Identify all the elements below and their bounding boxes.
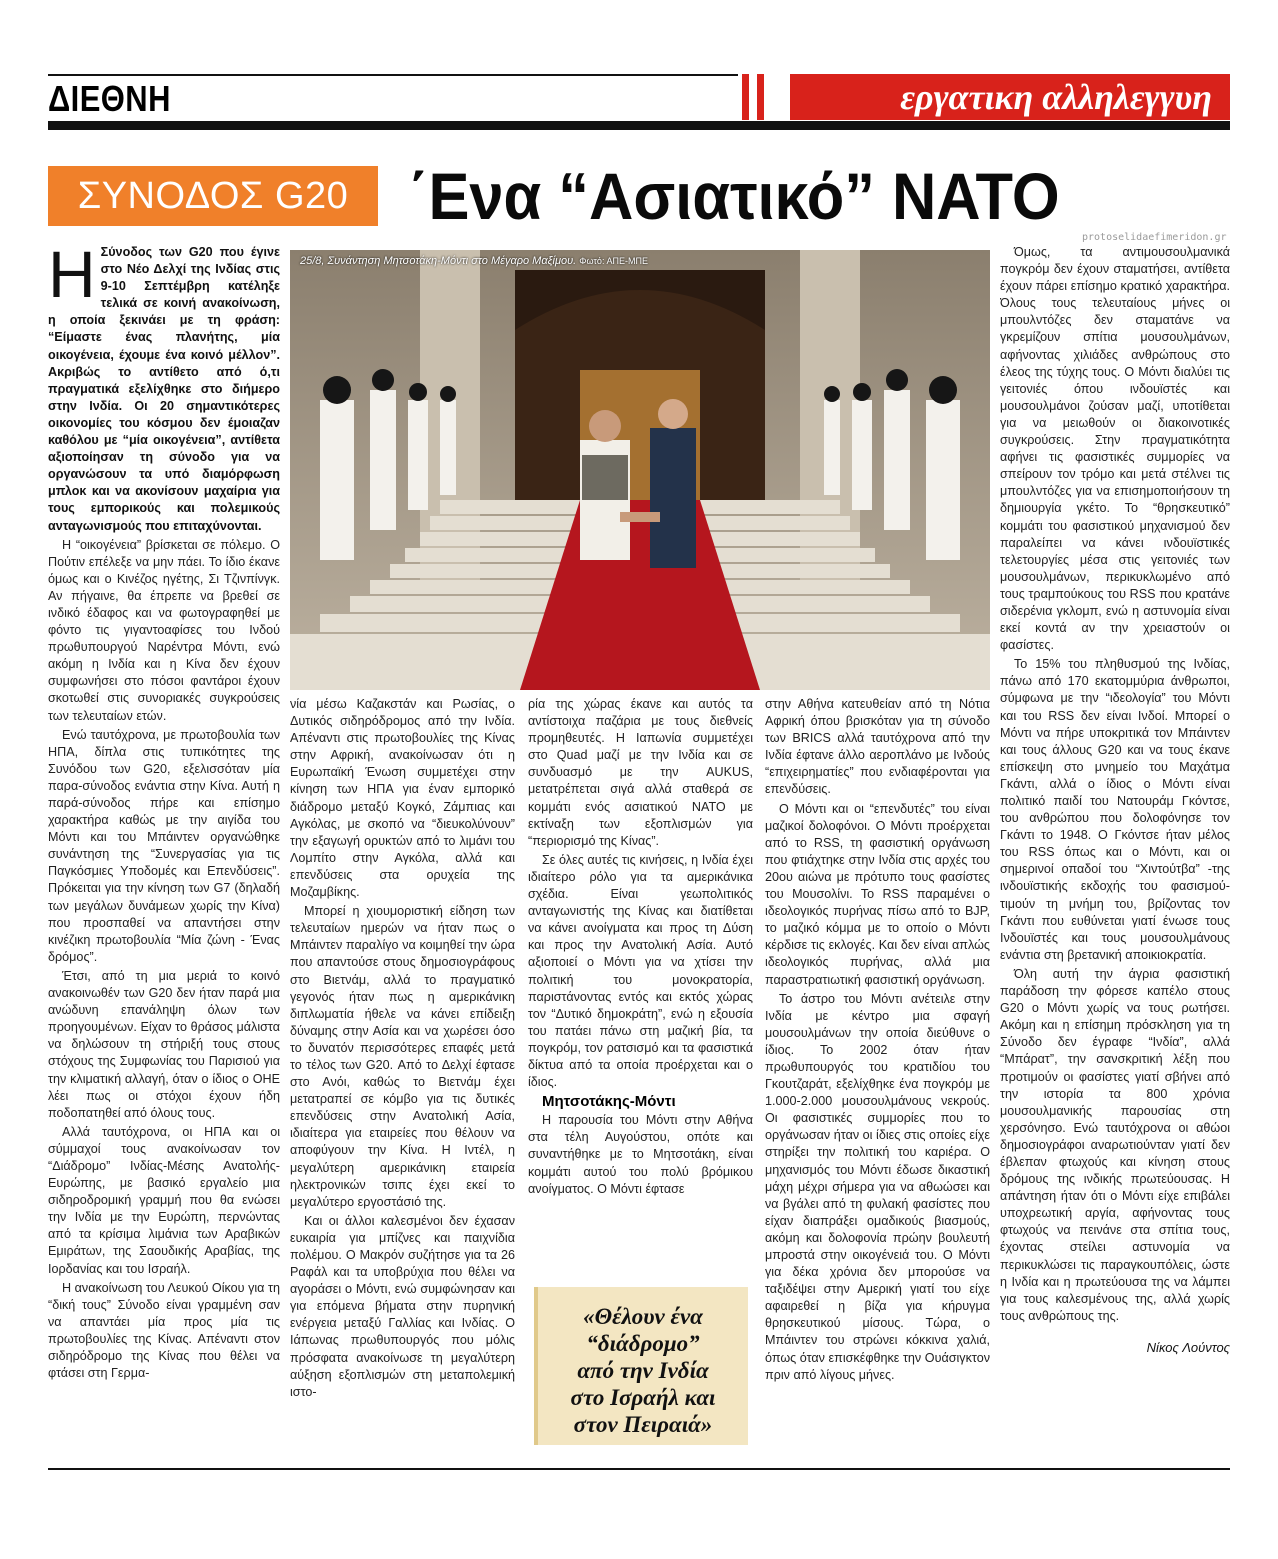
article-photo	[290, 250, 990, 690]
column-3	[528, 696, 753, 1276]
paragraph: στην Αθήνα κατευθείαν από τη Νότια Αφρική όπου βρισκόταν για τη σύνοδο των BRICS αλλά ταυτόχρονα από την Ινδία έφτανε άλλο αεροπλάνο με Ινδούς “επιχειρηματίες” που ενδιαφέρονται για επενδύσεις.	[765, 697, 990, 797]
bottom-rule	[48, 1468, 1230, 1470]
lead-paragraph: Η Σύνοδος των G20 που έγινε στο Νέο Δελχί της Ινδίας στις 9-10 Σεπτέμβρη κατέληξε τελικά σε κοινή ανακοίνωση, η οποία ξεκινάει με τη φράση: “Είμαστε ένας πλανήτης, μία οικογένεια, έχουμε ένα κοινό μέλλον”. Ακριβώς το αντίθετο από ό,τι πραγματικά εξελίχθηκε στο διήμερο στην Ινδία. Οι 20 σημαντικότερες οικονομίες του κόσμου δεν έμοιαζαν καθόλου με “μία οικογένεια”, αντίθετα αξιοποίησαν τη σύνοδο για να οργανώσουν τα υπό διαμόρφωση μπλοκ και να ακονίσουν μαχαίρια για τους εμπορικούς και πολεμικούς ανταγωνισμούς που επιταχύνονται.	[48, 244, 280, 533]
header-rule	[48, 121, 1230, 130]
paragraph: Το 15% του πληθυσμού της Ινδίας, πάνω από 170 εκατομμύρια άνθρωποι, σύμφωνα με την “ιδεολογία” του Μόντι και του RSS δεν είναι Ινδοί. Μπορεί ο Μόντι να πήρε υποκριτικά τον Μπάιντεν και τους άλλους G20 και να τους έκανε επίσκεψη στο μνημείο του Μαχάτμα Γκάντι, αλλά ο ίδιος ο Μόντι είναι πολιτικό παιδί του Νατουράμ Γκόντσε, του ανθρώπου που δολοφόνησε τον Γκάντι το 1948. Ο Γκόντσε ήταν μέλος του RSS όπως και ο Μόντι, και οι σημερινοί οπαδοί του “Χιντούτβα” -της ινδουϊστικής εκδοχής του φασισμού- τιμούν τη μνήμη του, βρίζοντας τον Γκάντι που ευθύνεται γιατί ένωσε τους Ινδουϊστές και τους μουσουλμάνους ενάντια στη βρετανική αποικιοκρατία.	[1000, 657, 1230, 962]
paragraph: Ενώ ταυτόχρονα, με πρωτοβουλία των ΗΠΑ, δίπλα στις τυπικότητες της Συνόδου των G20, εξελισσόταν μία παρα-σύνοδος ενάντια στην Κίνα. Αυτή η παρά-σύνοδος πήρε και επίσημο χαρακτήρα καθώς με την αιγίδα του Μόντι και του Μπάιντεν οργανώθηκε συνάντηση της “Συνεργασίας για τις Παγκόσμιες Υποδομές και Επενδύσεις”. Πρόκειται για την κίνηση των G7 (δηλαδή των μεγάλων δυνάμεων χωρίς την Κίνα) που προσπαθεί να απαντήσει στην κινέζικη πρωτοβουλία “Μία ζώνη - Ένας δρόμος”.	[48, 727, 280, 964]
paragraph: Αλλά ταυτόχρονα, οι ΗΠΑ και οι σύμμαχοί τους ανακοίνωσαν τον “Διάδρομο” Ινδίας-Μέσης Ανατολής-Ευρώπης, με βασικό εργαλείο μια σιδηροδρομική γραμμή που θα ενώσει την Ινδία με την Ευρώπη, περνώντας από τα κρίσιμα λιμάνια των Αραβικών Εμιράτων, της Σαουδικής Αραβίας, της Ιορδανίας και του Ισραήλ.	[48, 1124, 280, 1276]
brand-bars	[742, 74, 782, 120]
paragraph: Το άστρο του Μόντι ανέτειλε στην Ινδία με κέντρο μια σφαγή μουσουλμάνων την οποία διεύθυνε ο ίδιος. Το 2002 όταν ήταν πρωθυπουργός του κρατιδίου του Γκουτζαράτ, εξελίχθηκε ένα πογκρόμ με 1.000-2.000 μουσουλμάνους νεκρούς. Οι φασιστικές συμμορίες που το οργάνωσαν ήταν οι ίδιες στις οποίες είχε στηρίξει την πολιτική του καριέρα. Ο μηχανισμός του Μόντι έδωσε δικαστική μάχη μέχρι σήμερα για να αθωώσει και να βγάλει από τη φυλακή φασίστες που είχαν διαπράξει ομαδικούς βιασμούς, ακόμη και δολοφονία πρώην βουλευτή μπροστά στην οικογένειά του. Ο Μόντι για δέκα χρόνια δεν μπορούσε να ταξιδέψει στην Αμερική γιατί του είχε αφαιρεθεί η βίζα για κήρυγμα θρησκευτικού μίσους. Τώρα, ο Μπάιντεν του στρώνει κόκκινα χαλιά, όπως όταν επισκέφθηκε την Ουάσιγκτον πριν από λίγους μήνες.	[765, 991, 990, 1382]
paragraph: Μπορεί η χιουμοριστική είδηση των τελευταίων ημερών να ήταν πως ο Μπάιντεν παραλίγο να κοιμηθεί την ώρα που απαντούσε στους δημοσιογράφους στο Βιετνάμ, αλλά το πραγματικό γεγονός ήταν πως η αμερικάνικη διπλωματία ήθελε να κάνει επίδειξη δύναμης στην Ασία και να χωρέσει όσο το δυνατόν περισσότερες επαφές μετά το τέλος των G20. Από το Δελχί έφτασε στο Ανόι, καθώς το Βιετνάμ έχει μετατραπεί σε κόμβο για τις δυτικές επενδύσεις στην Ανατολική Ασία, ιδιαίτερα για εταιρείες που θέλουν να αποφύγουν την Κίνα. Η Ιντέλ, η μεγαλύτερη αμερικάνικη εταιρεία ηλεκτρονικών τσιπς έχει εκεί το μεγαλύτερο εργοστάσιό της.	[290, 904, 515, 1209]
photo-credit: Φωτό: ΑΠΕ-ΜΠΕ	[579, 256, 648, 266]
section-title: ΔΙΕΘΝΗ	[48, 78, 171, 119]
column-2	[290, 696, 515, 1466]
paragraph: Και οι άλλοι καλεσμένοι δεν έχασαν ευκαιρία για μπίζνες και παιχνίδια πολέμου. Ο Μακρόν συζήτησε για τα 26 Ραφάλ και τα υποβρύχια που θέλει να αγοράσει ο Μόντι, ενώ συμφώνησαν και για επόμενα βήματα στην πυρηνική ενέργεια μεταξύ Γαλλίας και Ινδίας. Ο Ιάπωνας πρωθυπουργός που μόλις πρόσφατα ανακοίνωσε τη μεγαλύτερη αύξηση εξοπλισμών στη μεταπολεμική ιστο-	[290, 1213, 515, 1399]
paragraph: Έτσι, από τη μια μεριά το κοινό ανακοινωθέν των G20 δεν ήταν παρά μια ανώδυνη επανάληψη όλων των προηγουμένων. Είχαν το θράσος μάλιστα να δηλώσουν τη στήριξή τους στους στόχους της Συμφωνίας του Παρισιού για την κλιματική αλλαγή, όταν ο ίδιος ο ΟΗΕ λέει πως οι στόχοι έχουν ήδη ποδοπατηθεί από όλους τους.	[48, 968, 280, 1120]
subheading: Μητσοτάκης-Μόντι	[542, 1093, 676, 1111]
paragraph: Ο Μόντι και οι “επενδυτές” του είναι μαζικοί δολοφόνοι. Ο Μόντι προέρχεται από το RSS, τη φασιστική οργάνωση που φτιάχτηκε στην Ινδία στις αρχές του 20ου αιώνα με πρότυπο τους φασίστες του Μουσολίνι. Το RSS παραμένει ο ιδεολογικός πυρήνας πίσω από το BJP, το μαζικό κόμμα με το οποίο ο Μόντι κέρδισε τις εκλογές. Και δεν είναι απλώς ιδεολογικός πυρήνας, αλλά μια παραστρατιωτική φασιστική οργάνωση.	[765, 801, 990, 987]
column-1	[48, 244, 280, 1466]
kicker-label: ΣΥΝΟΔΟΣ G20	[48, 166, 378, 226]
paragraph: νία μέσω Καζακστάν και Ρωσίας, ο Δυτικός σιδηρόδρομος από την Ινδία. Απέναντι στις πρωτοβουλίες της Κίνας στην Αφρική, ανακοίνωσαν ότι η Ευρωπαϊκή Ένωση συμμετέχει στην κίνηση των ΗΠΑ για έναν εμπορικό διάδρομο μεταξύ Κογκό, Ζάμπιας και Αγκόλας, με σκοπό να “διευκολύνουν” την εξαγωγή ορυκτών από το λιμάνι του Λομπίτο στην Αγκόλα, αλλά και επενδύσεις στα ορυχεία της Μοζαμβίκης.	[290, 697, 515, 900]
paragraph: Σε όλες αυτές τις κινήσεις, η Ινδία έχει ιδιαίτερο ρόλο για τα αμερικάνικα σχέδια. Είναι γεωπολιτικός ανταγωνιστής της Κίνας και διατίθεται να κάνει ανοίγματα και προς τη Δύση και προς την Ανατολική Ασία. Αυτό αξιοποιεί ο Μόντι για να χτίσει την πολιτική του μονοκρατορία, παριστάνοντας εντός και εκτός χώρας τον “Δυτικό δημοκράτη”, ενώ η εξουσία του πατάει πάνω στη μαζική βία, τα πογκρόμ, τον ρατσισμό και τα φασιστικά δίκτυα από τα οποία προέρχεται και ο ίδιος.	[528, 852, 753, 1090]
author-signature: Νίκος Λούντος	[1146, 1339, 1230, 1355]
drop-cap: Η	[48, 244, 96, 311]
article-headline: ΄Ενα “Ασιατικό” ΝΑΤΟ	[408, 159, 1060, 233]
paragraph: Όλη αυτή την άγρια φασιστική παράδοση την φόρεσε καπέλο στους G20 ο Μόντι χωρίς να τους ρωτήσει. Ακόμη και η επίσημη πρόσκληση για τη Σύνοδο δεν έγραφε “Ινδία”, αλλά “Μπάρατ”, την σανσκριτική λέξη που προτιμούν οι φασίστες γιατί σβήνει από την ιστορία τα 800 χρόνια μουσουλμανικής παρουσίας στη χερσόνησο. Ενώ ταυτόχρονα οι αθώοι δημοσιογράφοι αναρωτιούνταν γιατί δεν έβλεπαν φτωχούς και κίνηση στους δρόμους της ινδικής πρωτεύουσας. Η απάντηση ήταν ότι ο Μόντι είχε επιβάλει υποχρεωτική αργία, αφήνοντας τους φτωχούς να πεινάνε στα σπίτια τους, έχοντας στείλει αστυνομία να περικυκλώσει τις παραγκουπόλεις, ώστε η Ινδία και η πρωτεύουσα της να λάμπει για τους καλεσμένους της, αλλά χωρίς τους ανθρώπους της.	[1000, 966, 1230, 1323]
paragraph: Η παρουσία του Μόντι στην Αθήνα στα τέλη Αυγούστου, οπότε και συναντήθηκε με το Μητσοτάκη, είναι κομμάτι αυτού του πολύ βρόμικου ανοίγματος. Ο Μόντι έφτασε	[528, 1113, 753, 1196]
column-4	[765, 696, 990, 1466]
paragraph: Η “οικογένεια” βρίσκεται σε πόλεμο. Ο Πούτιν επέλεξε να μην πάει. Το ίδιο έκανε όμως και ο Κινέζος ηγέτης, Σι Τζινπίνγκ. Αν πήγαινε, θα έπρεπε να βρεθεί σε ινδικό έδαφος και να φωτογραφηθεί με φόντο τις γιγαντοαφίσες του Ινδού πρωθυπουργού Ναρέντρα Μόντι, ενώ ακόμη η Ινδία και η Κίνα δεν έχουν συμφωνήσει στο πόσοι φαντάροι έχουν σκοτωθεί στις συνοριακές συγκρούσεις των τελευταίων ετών.	[48, 537, 280, 723]
paragraph: Όμως, τα αντιμουσουλμανικά πογκρόμ δεν έχουν σταματήσει, αντίθετα έχουν πάρει επίσημο κρατικό χαρακτήρα. Όλους τους τελευταίους μήνες οι μπουλντόζες δεν σταματάνε να γκρεμίζουν σπίτια μουσουλμάνων, αφήνοντας χιλιάδες ανθρώπους στο έλεος της τύχης τους. Ο Μόντι διαλύει τις γειτονιές όπου ινδουϊστές και μουσουλμάνοι ζούσαν μαζί, υποτίθεται για να μειωθούν οι διακοινοτικές συγκρούσεις. Στην πραγματικότητα αφήνει τις φασιστικές συμμορίες να σπείρουν τον τρόμο και μετά στέλνει τις μπουλντόζες για να επισημοποιήσουν τη δημιουργία γκέτο. Το “θρησκευτικό” κομμάτι του φασιστικού μηχανισμού δεν παραλείπει να κάνει ινδουϊστικές τελετουργίες μέσα στις γειτονιές των μουσουλμάνων, περικυκλωμένο από τους τραμπούκους του RSS που κρατάνε σιδερένια γκλομπ, ενώ η αστυνομία είναι εκεί κοντά αν την χρειαστούν οι φασίστες.	[1000, 245, 1230, 653]
paragraph: ρία της χώρας έκανε και αυτός τα αντίστοιχα παζάρια με τους διεθνείς προμηθευτές. Η Ιαπωνία συμμετέχει στο Quad μαζί με την Ινδία και σε συνδυασμό με την AUKUS, μετατρέπεται σιγά αλλά σταθερά σε κομμάτι ενός ασιατικού ΝΑΤΟ με εκτίναξη των εξοπλισμών για “περιορισμό της Κίνας”.	[528, 697, 753, 848]
brand-banner: εργατικη αλληλεγγυη	[790, 74, 1230, 120]
paragraph: Η ανακοίνωση του Λευκού Οίκου για τη “δική τους” Σύνοδο είναι γραμμένη σαν να απαντάει μία προς μία τις πρωτοβουλίες της Κίνας. Απέναντι στον σιδηρόδρομο της Κίνας που θέλει να φτάσει στη Γερμα-	[48, 1280, 280, 1381]
pull-quote: «Θέλουν ένα “διάδρομο” από την Ινδία στο Ισραήλ και στον Πειραιά»	[534, 1287, 748, 1445]
top-rule	[48, 74, 738, 76]
column-5	[1000, 244, 1230, 1466]
photo-illustration	[290, 250, 990, 690]
watermark: protoselidaefimeridon.gr	[1082, 232, 1227, 243]
photo-caption: 25/8, Συνάντηση Μητσοτάκη-Μόντι στο Μέγαρο Μαξίμου. Φωτό: ΑΠΕ-ΜΠΕ	[300, 255, 648, 267]
